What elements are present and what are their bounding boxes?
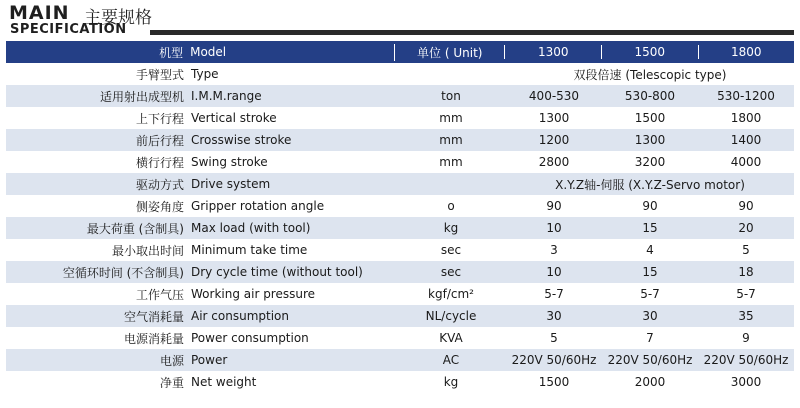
row-value-1800: 90 xyxy=(738,199,754,213)
header xyxy=(0,0,800,40)
row-unit: ton xyxy=(441,89,461,103)
table-row xyxy=(6,371,794,393)
row-label-zh: 最大荷重 (含制具) xyxy=(86,221,184,236)
row-value-1500: 1500 xyxy=(634,111,666,125)
row-value-1800: 1800 xyxy=(730,111,762,125)
table-row xyxy=(6,283,794,305)
row-value-1300: 10 xyxy=(546,221,562,235)
row-value-1300: 5 xyxy=(550,331,558,345)
row-value-1500: 220V 50/60Hz xyxy=(607,353,693,367)
title-zh: 主要规格 xyxy=(84,8,152,28)
row-label-zh: 工作气压 xyxy=(135,287,184,302)
row-label-en: Max load (with tool) xyxy=(191,221,311,235)
table-row xyxy=(6,129,794,151)
row-label-zh: 空循环时间 (不含制具) xyxy=(62,265,184,280)
header-unit: 单位 ( Unit) xyxy=(394,44,504,61)
row-unit: KVA xyxy=(439,331,463,345)
row-value-1500: 15 xyxy=(642,265,658,279)
row-value-1800: 35 xyxy=(738,309,754,323)
row-value-1300: 400-530 xyxy=(528,89,580,103)
table-row xyxy=(6,217,794,239)
row-label-zh: 手臂型式 xyxy=(135,67,184,82)
row-unit: kg xyxy=(443,221,459,235)
row-span-value: X.Y.Z轴-伺服 (X.Y.Z-Servo motor) xyxy=(555,177,745,192)
row-value-1800: 9 xyxy=(742,331,750,345)
row-label-en: Air consumption xyxy=(191,309,289,323)
row-value-1800: 220V 50/60Hz xyxy=(703,353,789,367)
row-label-zh: 电源 xyxy=(159,353,184,368)
row-label-zh: 前后行程 xyxy=(135,133,184,148)
row-value-1300: 2800 xyxy=(538,155,570,169)
row-label-en: Vertical stroke xyxy=(191,111,277,125)
row-label-en: Drive system xyxy=(191,177,271,191)
row-label-zh: 最小取出时间 xyxy=(111,243,184,258)
row-value-1800: 4000 xyxy=(730,155,762,169)
table-row xyxy=(6,107,794,129)
header-label-zh: 机型 xyxy=(159,45,184,60)
spec-table xyxy=(6,41,794,393)
table-row xyxy=(6,327,794,349)
row-unit: kgf/cm² xyxy=(428,287,474,301)
row-label-zh: 横行行程 xyxy=(135,155,184,170)
title-rule xyxy=(150,30,794,35)
row-label-zh: 净重 xyxy=(159,375,184,390)
row-label-en: I.M.M.range xyxy=(191,89,262,103)
row-value-1800: 18 xyxy=(738,265,754,279)
header-label-en: Model xyxy=(190,45,227,59)
row-unit: o xyxy=(447,199,455,213)
row-value-1300: 3 xyxy=(550,243,558,257)
row-label-en: Gripper rotation angle xyxy=(191,199,325,213)
row-value-1800: 1400 xyxy=(730,133,762,147)
row-value-1300: 30 xyxy=(546,309,562,323)
table-row xyxy=(6,151,794,173)
header-model-1500: 1500 xyxy=(601,45,698,59)
row-value-1300: 220V 50/60Hz xyxy=(511,353,597,367)
row-label-zh: 空气消耗量 xyxy=(123,309,184,324)
row-value-1500: 7 xyxy=(646,331,654,345)
row-unit: sec xyxy=(440,265,462,279)
subtitle: SPECIFICATION xyxy=(10,22,127,37)
table-row xyxy=(6,261,794,283)
row-label-zh: 适用射出成型机 xyxy=(99,89,184,104)
row-value-1500: 30 xyxy=(642,309,658,323)
row-label-zh: 侧姿角度 xyxy=(135,199,184,214)
row-value-1800: 530-1200 xyxy=(717,89,775,103)
row-label-en: Power xyxy=(191,353,228,367)
table-row xyxy=(6,85,794,107)
row-value-1800: 5-7 xyxy=(736,287,756,301)
row-value-1500: 5-7 xyxy=(640,287,660,301)
row-value-1500: 2000 xyxy=(634,375,666,389)
table-row xyxy=(6,173,794,195)
row-label-zh: 驱动方式 xyxy=(135,177,184,192)
row-value-1300: 1500 xyxy=(538,375,570,389)
row-span-value: 双段倍速 (Telescopic type) xyxy=(573,67,727,82)
row-label-en: Swing stroke xyxy=(191,155,268,169)
row-label-en: Net weight xyxy=(191,375,257,389)
row-label-en: Working air pressure xyxy=(191,287,316,301)
row-value-1800: 20 xyxy=(738,221,754,235)
table-header-row xyxy=(6,41,794,63)
header-model-1300: 1300 xyxy=(504,45,601,59)
row-value-1300: 90 xyxy=(546,199,562,213)
row-value-1300: 1300 xyxy=(538,111,570,125)
row-label-en: Power consumption xyxy=(191,331,309,345)
table-body xyxy=(6,63,794,393)
row-value-1500: 3200 xyxy=(634,155,666,169)
row-unit: NL/cycle xyxy=(425,309,477,323)
row-unit: AC xyxy=(442,353,460,367)
table-row xyxy=(6,305,794,327)
row-value-1500: 90 xyxy=(642,199,658,213)
row-label-en: Dry cycle time (without tool) xyxy=(191,265,363,279)
row-value-1500: 530-800 xyxy=(624,89,676,103)
row-unit: mm xyxy=(439,133,463,147)
row-unit: mm xyxy=(439,155,463,169)
row-label-zh: 上下行程 xyxy=(135,111,184,126)
row-value-1500: 4 xyxy=(646,243,654,257)
row-label-en: Minimum take time xyxy=(191,243,308,257)
row-value-1300: 10 xyxy=(546,265,562,279)
row-unit: kg xyxy=(443,375,459,389)
row-value-1300: 5-7 xyxy=(544,287,564,301)
row-value-1800: 5 xyxy=(742,243,750,257)
row-value-1500: 1300 xyxy=(634,133,666,147)
row-label-zh: 电源消耗量 xyxy=(123,331,184,346)
header-model-1800: 1800 xyxy=(698,45,795,59)
row-unit: sec xyxy=(440,243,462,257)
table-row xyxy=(6,195,794,217)
title-en: MAIN xyxy=(9,2,70,24)
row-unit: mm xyxy=(439,111,463,125)
row-value-1800: 3000 xyxy=(730,375,762,389)
row-label-en: Type xyxy=(191,67,219,81)
table-row xyxy=(6,239,794,261)
table-row xyxy=(6,349,794,371)
row-value-1300: 1200 xyxy=(538,133,570,147)
row-value-1500: 15 xyxy=(642,221,658,235)
row-label-en: Crosswise stroke xyxy=(191,133,292,147)
table-row xyxy=(6,63,794,85)
